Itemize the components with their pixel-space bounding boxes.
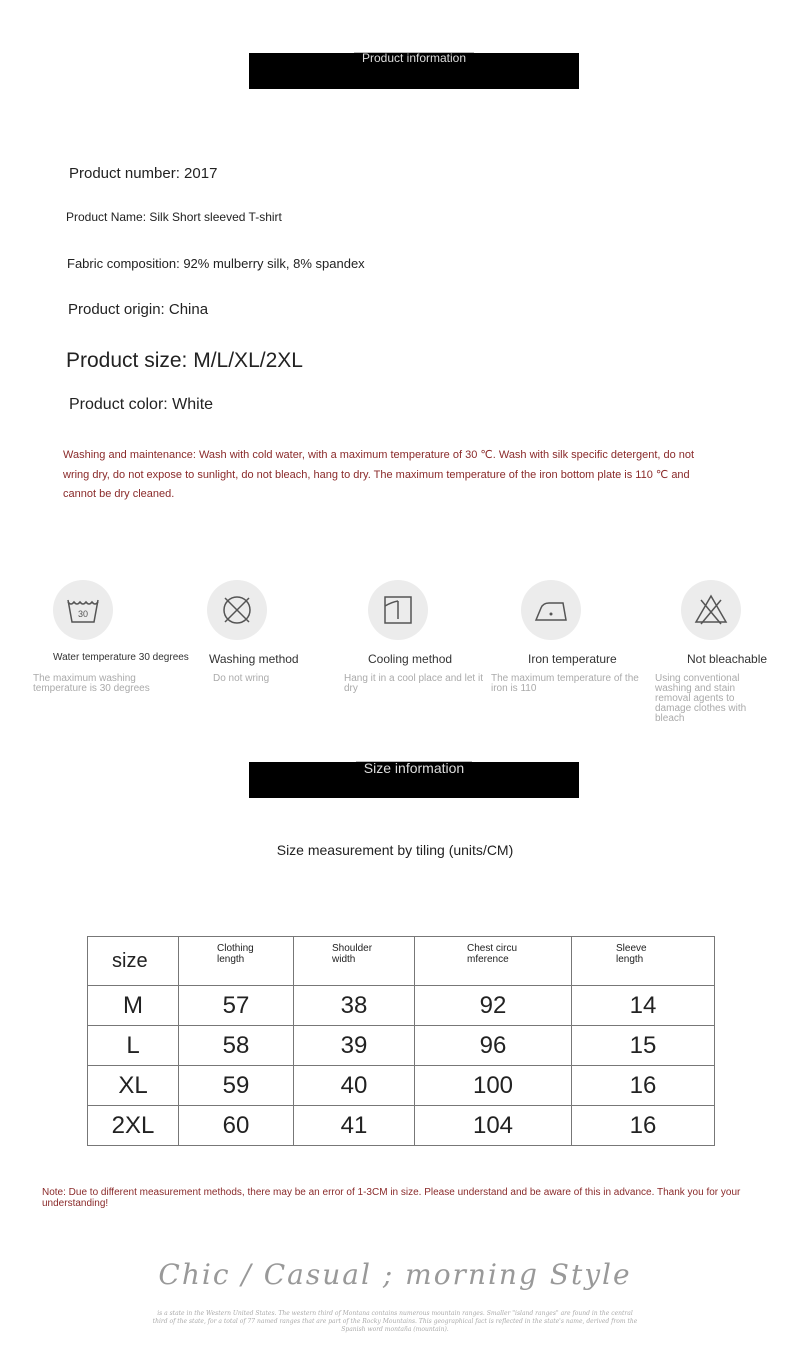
care-title: Iron temperature xyxy=(528,652,617,666)
fabric-composition: Fabric composition: 92% mulberry silk, 8% spandex xyxy=(67,256,365,271)
cell-chest: 104 xyxy=(415,1106,572,1146)
size-information-banner xyxy=(249,762,579,798)
cell-sleeve: 15 xyxy=(572,1026,715,1066)
banner-title: Size information xyxy=(356,761,472,774)
care-desc: Do not wring xyxy=(213,673,270,684)
header-clothing-length: Clothing length xyxy=(179,937,294,986)
table-row xyxy=(88,986,715,1026)
care-title: Cooling method xyxy=(368,652,453,666)
care-desc: The maximum temperature of the iron is 110 xyxy=(491,673,639,694)
header-sleeve-length: Sleeve length xyxy=(572,937,715,986)
style-script-text: Chic / Casual ; morning Style xyxy=(158,1258,632,1291)
cell-sleeve: 16 xyxy=(572,1106,715,1146)
header-shoulder-width: Shoulder width xyxy=(294,937,415,986)
fine-print: is a state in the Western United States. The western third of Montana contains numerous mountain ranges. Smaller "island ranges" are found in the central third of the state, for a total of 77 named ranges that are part of the Rocky Mountains. This geographical fact is reflected in the state's name, derived from the Spanish word montaña (mountain). xyxy=(152,1310,638,1333)
product-name: Product Name: Silk Short sleeved T-shirt xyxy=(66,210,282,224)
washing-instructions: Washing and maintenance: Wash with cold water, with a maximum temperature of 30 ℃. Wash with silk specific detergent, do not wring dry, do not expose to sunlight, do not bleach, hang to dry. The maximum temperature of the iron bottom plate is 110 ℃ and cannot be dry cleaned. xyxy=(63,449,695,500)
product-origin: Product origin: China xyxy=(68,301,209,318)
size-note: Note: Due to different measurement methods, there may be an error of 1-3CM in size. Please understand and be aware of this in advance. Thank you for your understanding! xyxy=(42,1187,741,1209)
cell-clothing-length: 59 xyxy=(179,1066,294,1106)
size-subtitle: Size measurement by tiling (units/CM) xyxy=(276,842,514,858)
table-row xyxy=(88,1026,715,1066)
iron-icon xyxy=(521,580,581,640)
cell-shoulder-width: 38 xyxy=(294,986,415,1026)
header-chest-circumference: Chest circumference xyxy=(415,937,572,986)
cell-size: XL xyxy=(88,1066,179,1106)
care-desc: Using conventional washing and stain removal agents to damage clothes with bleach xyxy=(655,673,747,724)
no-bleach-icon xyxy=(681,580,741,640)
table-row xyxy=(88,1066,715,1106)
care-desc: Hang it in a cool place and let it dry xyxy=(344,673,483,694)
cell-chest: 96 xyxy=(415,1026,572,1066)
table-row xyxy=(88,1106,715,1146)
care-desc: The maximum washing temperature is 30 degrees xyxy=(33,673,150,694)
banner-title: Product information xyxy=(354,52,474,63)
cell-clothing-length: 57 xyxy=(179,986,294,1026)
svg-text:30: 30 xyxy=(77,609,89,619)
cell-clothing-length: 60 xyxy=(179,1106,294,1146)
cell-chest: 92 xyxy=(415,986,572,1026)
product-information-banner xyxy=(249,53,579,89)
cell-chest: 100 xyxy=(415,1066,572,1106)
hang-dry-icon xyxy=(368,580,428,640)
header-size: size xyxy=(88,937,179,986)
care-title: Washing method xyxy=(209,652,299,666)
table-header-row xyxy=(88,937,715,986)
no-wring-icon xyxy=(207,580,267,640)
cell-shoulder-width: 40 xyxy=(294,1066,415,1106)
care-title: Water temperature 30 degrees xyxy=(53,652,189,663)
cell-sleeve: 14 xyxy=(572,986,715,1026)
cell-clothing-length: 58 xyxy=(179,1026,294,1066)
cell-shoulder-width: 41 xyxy=(294,1106,415,1146)
cell-size: M xyxy=(88,986,179,1026)
wash-30-icon xyxy=(53,580,113,640)
care-title: Not bleachable xyxy=(687,652,768,666)
cell-size: L xyxy=(88,1026,179,1066)
cell-shoulder-width: 39 xyxy=(294,1026,415,1066)
product-size: Product size: M/L/XL/2XL xyxy=(66,349,303,372)
cell-size: 2XL xyxy=(88,1106,179,1146)
size-table xyxy=(87,936,715,1146)
cell-sleeve: 16 xyxy=(572,1066,715,1106)
product-number: Product number: 2017 xyxy=(69,165,218,182)
product-color: Product color: White xyxy=(69,396,214,413)
